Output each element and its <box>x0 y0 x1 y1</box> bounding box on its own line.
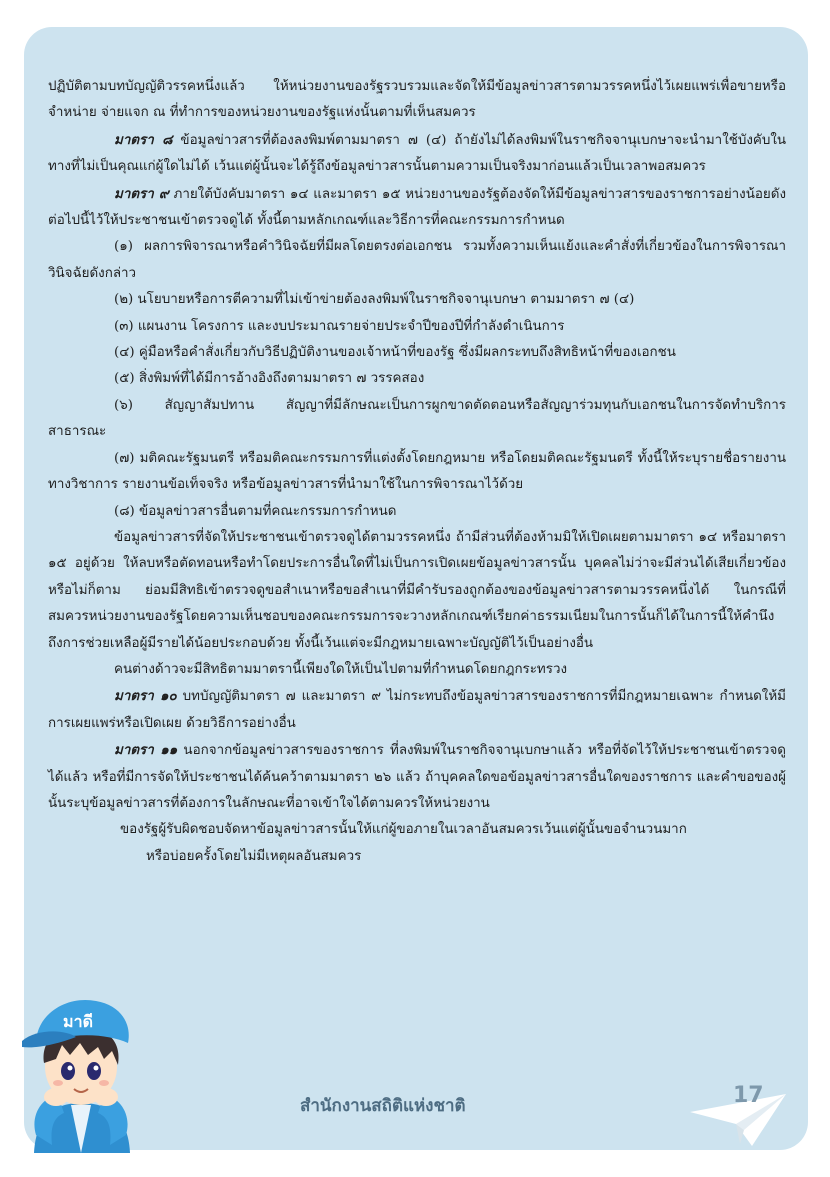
list-item: (๓) แผนงาน โครงการ และงบประมาณรายจ่ายประจำปีของปีที่กำลังดำเนินการ <box>114 318 565 334</box>
paragraph: ปฏิบัติตามบทบัญญัติวรรคหนึ่งแล้ว ให้หน่วยงานของรัฐรวบรวมและจัดให้มีข้อมูลข่าวสารตามวรรคหนึ่งไว้เผยแพร่เพื่อขายหรือจำหน่าย จ่ายแจก ณ ที่ทำการของหน่วยงานของรัฐแห่งนั้นตามที่เห็นสมควร <box>48 79 786 121</box>
page-number: 17 <box>733 1083 764 1108</box>
paragraph-continuation: ของรัฐผู้รับผิดชอบจัดหาข้อมูลข่าวสารนั้นให้แก่ผู้ขอภายในเวลาอันสมควรเว้นแต่ผู้นั้นขอจำนวนมาก <box>120 822 687 838</box>
footer-org-name: สำนักงานสถิติแห่งชาติ <box>300 1096 466 1116</box>
list-item: (๕) สิ่งพิมพ์ที่ได้มีการอ้างอิงถึงตามมาตรา ๗ วรรคสอง <box>114 371 425 387</box>
list-item: (๖) สัญญาสัมปทาน สัญญาที่มีลักษณะเป็นการผูกขาดตัดตอนหรือสัญญาร่วมทุนกับเอกชนในการจัดทำบริการสาธารณะ <box>48 397 786 440</box>
list-item: (๘) ข้อมูลข่าวสารอื่นตามที่คณะกรรมการกำหนด <box>114 503 397 519</box>
paragraph: คนต่างด้าวจะมีสิทธิตามมาตรานี้เพียงใดให้เป็นไปตามที่กำหนดโดยกฎกระทรวง <box>114 661 568 677</box>
paragraph-section-8: มาตรา ๘ ข้อมูลข่าวสารที่ต้องลงพิมพ์ตามมาตรา ๗ (๔) ถ้ายังไม่ได้ลงพิมพ์ในราชกิจจานุเบกษาจะนำมาใช้บังคับในทางที่ไม่เป็นคุณแก่ผู้ใดไม่ได้ เว้นแต่ผู้นั้นจะได้รู้ถึงข้อมูลข่าวสารนั้นตามความเป็นจริงมาก่อนแล้วเป็นเวลาพอสมควร <box>48 131 787 175</box>
list-item: (๒) นโยบายหรือการตีความที่ไม่เข้าข่ายต้องลงพิมพ์ในราชกิจจานุเบกษา ตามมาตรา ๗ (๔) <box>114 292 635 308</box>
section-heading: มาตรา ๑๐ <box>114 688 177 705</box>
paragraph-continuation: หรือบ่อยครั้งโดยไม่มีเหตุผลอันสมควร <box>146 848 362 864</box>
paragraph: ข้อมูลข่าวสารที่จัดให้ประชาชนเข้าตรวจดูได้ตามวรรคหนึ่ง ถ้ามีส่วนที่ต้องห้ามมิให้เปิดเผยตามมาตรา ๑๔ หรือมาตรา ๑๕ อยู่ด้วย ให้ลบหรือตัดทอนหรือทำโดยประการอื่นใดที่ไม่เป็นการเปิดเผยข้อมูลข่าวสารนั้น บุคคลไม่ว่าจะมีส่วนได้เสียเกี่ยวข้องหรือไม่ก็ตาม ย่อมมีสิทธิเข้าตรวจดูขอสำเนาหรือขอสำเนาที่มีคำรับรองถูกต้องของข้อมูลข่าวสารตามวรรคหนึ่งได้ ในกรณีที่สมควรหน่วยงานของรัฐโดยความเห็นชอบของคณะกรรมการจะวางหลักเกณฑ์เรียกค่าธรรมเนียมในการนั้นก็ได้ในการนี้ให้คำนึงถึงการช่วยเหลือผู้มีรายได้น้อยประกอบด้วย ทั้งนี้เว้นแต่จะมีกฎหมายเฉพาะบัญญัติไว้เป็นอย่างอื่น <box>48 529 786 651</box>
section-heading: มาตรา ๙ <box>114 185 169 202</box>
section-heading: มาตรา ๘ <box>114 131 173 148</box>
list-item: (๑) ผลการพิจารณาหรือคำวินิจฉัยที่มีผลโดยตรงต่อเอกชน รวมทั้งความเห็นแย้งและคำสั่งที่เกี่ยวข้องในการพิจารณาวินิจฉัยดังกล่าว <box>48 239 786 281</box>
document-body <box>48 74 786 870</box>
list-item: (๔) คู่มือหรือคำสั่งเกี่ยวกับวิธีปฏิบัติงานของเจ้าหน้าที่ของรัฐ ซึ่งมีผลกระทบถึงสิทธิหน้าที่ของเอกชน <box>114 345 676 361</box>
svg-text:มาดี: มาดี <box>63 1012 93 1031</box>
section-heading: มาตรา ๑๑ <box>114 742 178 759</box>
list-item: (๗) มติคณะรัฐมนตรี หรือมติคณะกรรมการที่แต่งตั้งโดยกฎหมาย หรือโดยมติคณะรัฐมนตรี ทั้งนี้ให้ระบุรายชื่อรายงานทางวิชาการ รายงานข้อเท็จจริง หรือข้อมูลข่าวสารที่นำมาใช้ในการพิจารณาไว้ด้วย <box>48 450 786 493</box>
paragraph-section-9: มาตรา ๙ ภายใต้บังคับมาตรา ๑๔ และมาตรา ๑๕ หน่วยงานของรัฐต้องจัดให้มีข้อมูลข่าวสารของราชการอย่างน้อยดังต่อไปนี้ไว้ให้ประชาชนเข้าตรวจดูได้ ทั้งนี้ตามหลักเกณฑ์และวิธีการที่คณะกรรมการกำหนด <box>48 185 786 229</box>
boy-mascot-icon <box>16 985 146 1155</box>
paragraph-section-10: มาตรา ๑๐ บทบัญญัติมาตรา ๗ และมาตรา ๙ ไม่กระทบถึงข้อมูลข่าวสารของราชการที่มีกฎหมายเฉพาะ กำหนดให้มีการเผยแพร่หรือเปิดเผย ด้วยวิธีการอย่างอื่น <box>48 688 787 731</box>
paragraph-section-11: มาตรา ๑๑ นอกจากข้อมูลข่าวสารของราชการ ที่ลงพิมพ์ในราชกิจจานุเบกษาแล้ว หรือที่จัดไว้ให้ประชาชนเข้าตรวจดูได้แล้ว หรือที่มีการจัดให้ประชาชนได้ค้นคว้าตามมาตรา ๒๖ แล้ว ถ้าบุคคลใดขอข้อมูลข่าวสารอื่นใดของราชการ และคำขอของผู้นั้นระบุข้อมูลข่าวสารที่ต้องการในลักษณะที่อาจเข้าใจได้ตามควรให้หน่วยงาน <box>48 742 786 811</box>
